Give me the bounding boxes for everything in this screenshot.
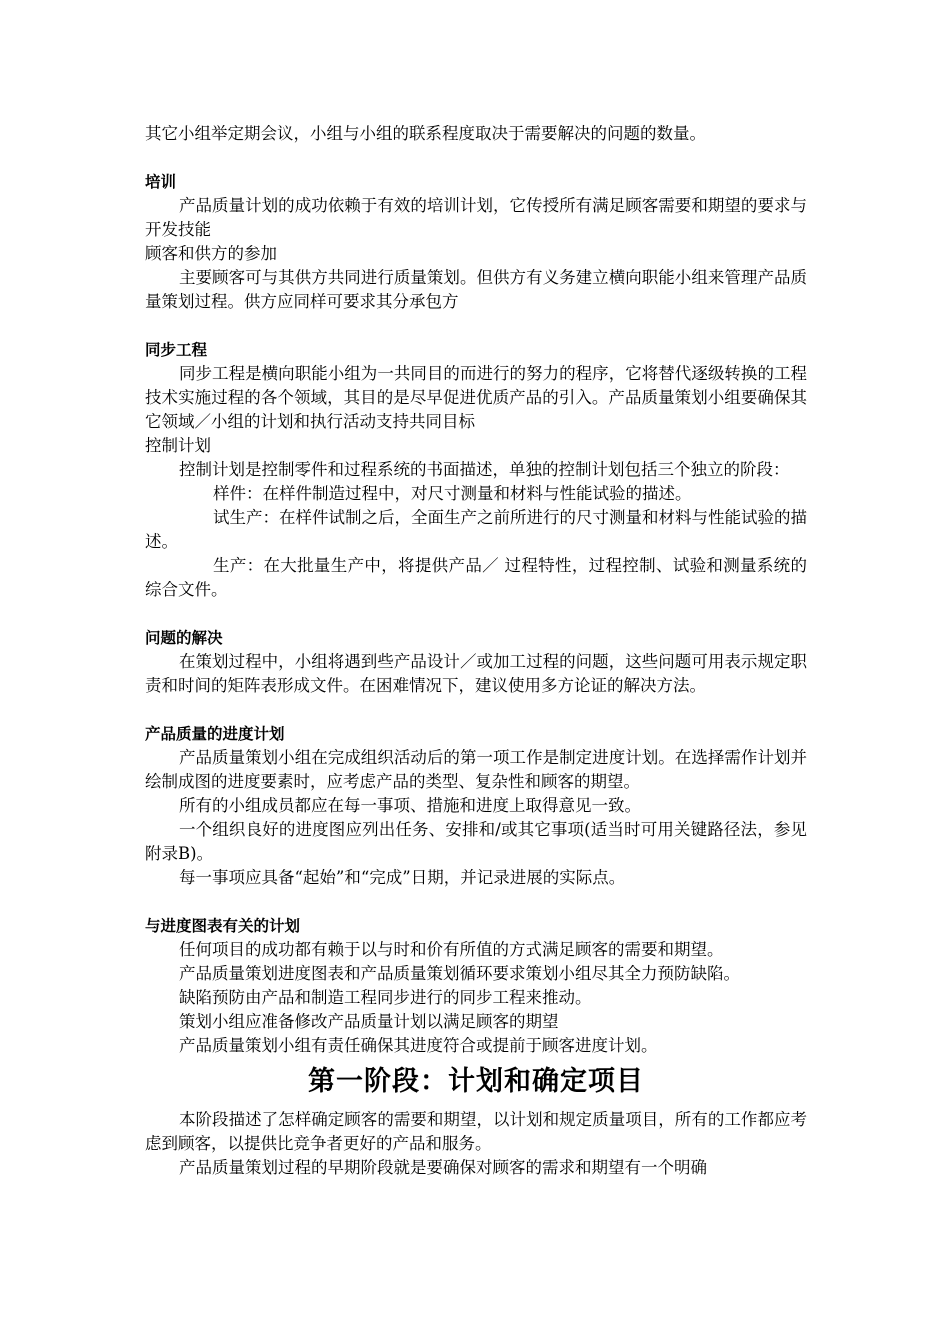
spacer (145, 602, 807, 626)
subheading-control-plan: 控制计划 (145, 436, 211, 455)
intro-paragraph: 其它小组举定期会议，小组与小组的联系程度取决于需要解决的问题的数量。 (145, 124, 706, 143)
problem-resolution-paragraph: 在策划过程中，小组将遇到些产品设计／或加工过程的问题，这些问题可用表示规定职责和时间的矩阵表形成文件。在困难情况下，建议使用多方论证的解决方法。 (145, 652, 807, 695)
chapter-title-phase-1: 第一阶段：计划和确定项目 (308, 1066, 644, 1097)
training-paragraph: 产品质量计划的成功依赖于有效的培训计划，它传授所有满足顾客需要和期望的要求与开发技能 (145, 196, 807, 239)
section-heading-chart-plans: 与进度图表有关的计划 (145, 917, 301, 935)
chart-plans-paragraph-4: 策划小组应准备修改产品质量计划以满足顾客的期望 (179, 1012, 559, 1031)
section-heading-timing-plan: 产品质量的进度计划 (145, 725, 285, 743)
timing-paragraph-3: 一个组织良好的进度图应列出任务、安排和/或其它事项(适当时可用关键路径法，参见附录B)。 (145, 820, 807, 863)
control-plan-stage-prototype: 样件：在样件制造过程中，对尺寸测量和材料与性能试验的描述。 (213, 484, 692, 503)
document-page (145, 122, 807, 1180)
chart-plans-paragraph-1: 任何项目的成功都有赖于以与时和价有所值的方式满足顾客的需要和期望。 (179, 940, 724, 959)
spacer (145, 314, 807, 338)
control-plan-paragraph: 控制计划是控制零件和过程系统的书面描述，单独的控制计划包括三个独立的阶段： (179, 460, 790, 479)
concurrent-engineering-paragraph: 同步工程是横向职能小组为一共同目的而进行的努力的程序，它将替代逐级转换的工程技术实施过程的各个领域，其目的是尽早促进优质产品的引入。产品质量策划小组要确保其它领域／小组的计划和执行活动支持共同目标 (145, 364, 807, 431)
spacer (145, 890, 807, 914)
phase1-paragraph-2: 产品质量策划过程的早期阶段就是要确保对顾客的需求和期望有一个明确 (179, 1158, 707, 1177)
section-heading-training: 培训 (145, 173, 177, 191)
section-heading-problem-resolution: 问题的解决 (145, 629, 223, 647)
subheading-customer-supplier: 顾客和供方的参加 (145, 244, 277, 263)
control-plan-stage-prelaunch: 试生产：在样件试制之后，全面生产之前所进行的尺寸测量和材料与性能试验的描述。 (145, 508, 807, 551)
timing-paragraph-4: 每一事项应具备“起始”和“完成”日期，并记录进展的实际点。 (179, 868, 626, 887)
chart-plans-paragraph-5: 产品质量策划小组有责任确保其进度符合或提前于顾客进度计划。 (179, 1036, 658, 1055)
section-heading-concurrent-engineering: 同步工程 (145, 341, 208, 359)
timing-paragraph-2: 所有的小组成员都应在每一事项、措施和进度上取得意见一致。 (179, 796, 641, 815)
timing-paragraph-1: 产品质量策划小组在完成组织活动后的第一项工作是制定进度计划。在选择需作计划并绘制成图的进度要素时，应考虑产品的类型、复杂性和顾客的期望。 (145, 748, 807, 791)
chart-plans-paragraph-3: 缺陷预防由产品和制造工程同步进行的同步工程来推动。 (179, 988, 592, 1007)
customer-supplier-paragraph: 主要顾客可与其供方共同进行质量策划。但供方有义务建立横向职能小组来管理产品质量策划过程。供方应同样可要求其分承包方 (145, 268, 807, 311)
spacer (145, 698, 807, 722)
phase1-paragraph-1: 本阶段描述了怎样确定顾客的需要和期望，以计划和规定质量项目，所有的工作都应考虑到顾客，以提供比竞争者更好的产品和服务。 (145, 1110, 807, 1153)
control-plan-stage-production: 生产：在大批量生产中，将提供产品／ 过程特性，过程控制、试验和测量系统的综合文件。 (145, 556, 807, 599)
chart-plans-paragraph-2: 产品质量策划进度图表和产品质量策划循环要求策划小组尽其全力预防缺陷。 (179, 964, 740, 983)
spacer (145, 146, 807, 170)
